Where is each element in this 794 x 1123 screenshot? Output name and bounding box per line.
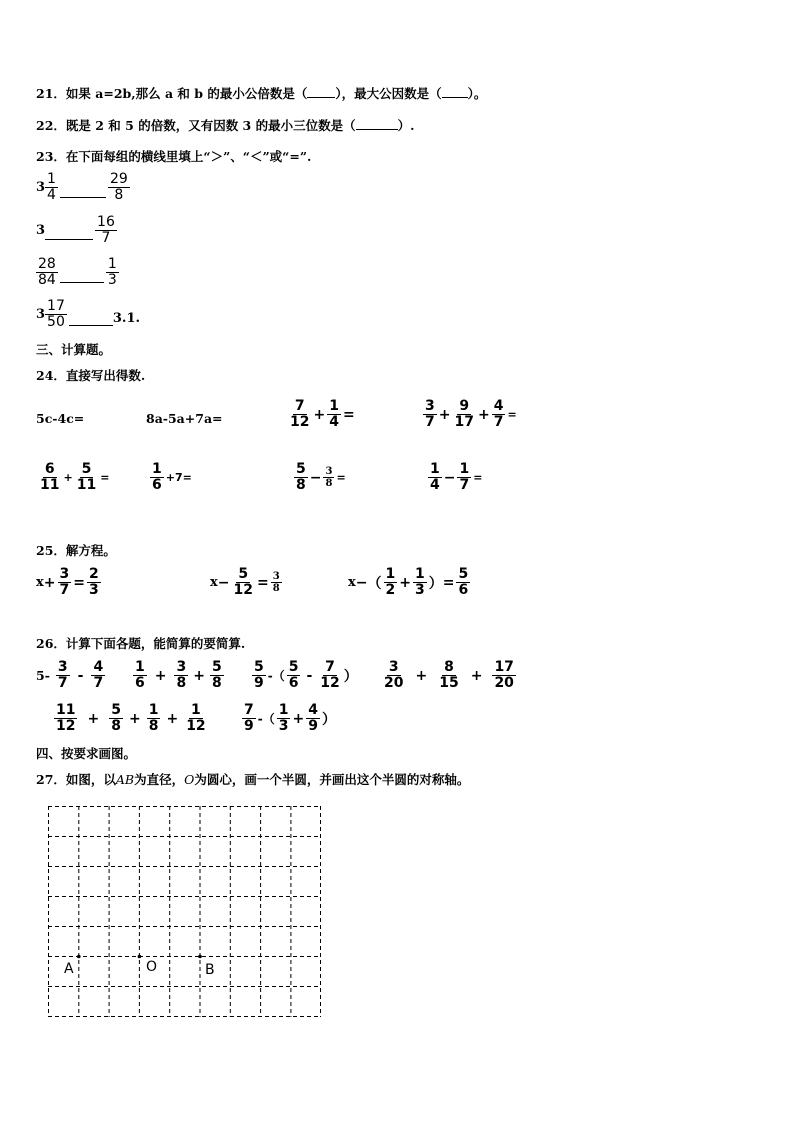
- q23-r4-right: 3.1.: [112, 311, 141, 326]
- q23-prompt: 23．在下面每组的横线里填上“＞”、“＜”或“=”.: [36, 149, 312, 164]
- q24-e1: 5c-4c=: [36, 411, 85, 426]
- q24-e7: $\frac{5}{8}$ − $\frac{3}{8}$ =: [296, 461, 346, 493]
- q26-e2: $\frac{1}{6}$ + $\frac{3}{8}$ + $\frac{5}{8}$: [135, 659, 222, 691]
- q23-r1-left-frac: $\frac{1}{4}$: [47, 171, 56, 203]
- point-b: [198, 955, 202, 959]
- q21-blank-lcm[interactable]: [307, 86, 335, 98]
- q23-r4-left-frac: $\frac{17}{50}$: [47, 298, 65, 330]
- grid-svg: [48, 806, 321, 1017]
- q25-prompt: 25．解方程。: [36, 543, 116, 558]
- label-a: A: [64, 961, 74, 977]
- q26-e4: $\frac{3}{20}$ + $\frac{8}{15}$ + $\frac{17}{20}$: [384, 659, 514, 691]
- q24-e4: $\frac{3}{7}$ + $\frac{9}{17}$ + $\frac{4}{7}$ =: [425, 398, 517, 430]
- q24-e6: $\frac{1}{6}$ +7=: [152, 461, 192, 493]
- q26-e5: $\frac{11}{12}$ + $\frac{5}{8}$ + $\frac{1}{8}$ + $\frac{1}{12}$: [56, 702, 206, 734]
- q23-r2-right-frac: $\frac{16}{7}$: [97, 214, 115, 246]
- point-o: [138, 955, 142, 959]
- q23-r1-int: 3: [36, 180, 46, 195]
- drawing-grid[interactable]: [48, 806, 321, 1017]
- q21-blank-gcd[interactable]: [442, 86, 468, 98]
- q25-eq2: x − $\frac{5}{12}$ = $\frac{3}{8}$: [210, 566, 280, 598]
- q23-r4-int: 3: [36, 307, 46, 322]
- q24-prompt: 24．直接写出得数.: [36, 368, 146, 383]
- section-4-heading: 四、按要求画图。: [36, 746, 137, 761]
- q21-text-b: ），最大公因数是（: [335, 86, 442, 101]
- label-o: O: [146, 959, 158, 975]
- q24-e3: $\frac{7}{12}$ + $\frac{1}{4}$ =: [290, 398, 355, 430]
- q24-e8: $\frac{1}{4}$ − $\frac{1}{7}$ =: [430, 461, 483, 493]
- q23-r1-right-frac: $\frac{29}{8}$: [109, 171, 128, 203]
- q23-row-2: [36, 215, 119, 246]
- q26-e1: 5- $\frac{3}{7}$ - $\frac{4}{7}$: [36, 659, 104, 691]
- section-3-heading: 三、计算题。: [36, 342, 112, 357]
- q23-r1-blank[interactable]: [60, 197, 106, 198]
- q22-line: [36, 116, 414, 134]
- q21-text-c: ）。: [467, 86, 487, 101]
- q23-r3-left-frac: $\frac{28}{84}$: [38, 256, 56, 288]
- q27-prompt: 27．如图，以AB为直径，O为圆心，画一个半圆，并画出这个半圆的对称轴。: [36, 772, 470, 787]
- q25-eq3: x − （ $\frac{1}{2}$ + $\frac{1}{3}$ ） = $\frac{5}{6}$: [348, 566, 469, 598]
- q23-row-4: [36, 299, 140, 330]
- q21-line: [36, 84, 486, 102]
- q25-eq1: x + $\frac{3}{7}$ = $\frac{2}{3}$: [36, 566, 99, 598]
- q22-text-b: ）.: [397, 118, 415, 133]
- q23-row-3: [36, 257, 121, 288]
- point-a: [77, 955, 81, 959]
- q26-e3: $\frac{5}{9}$ -（ $\frac{5}{6}$ - $\frac{7}{12}$ ）: [254, 659, 358, 691]
- q26-prompt: 26．计算下面各题，能简算的要简算.: [36, 636, 246, 651]
- q26-e6: $\frac{7}{9}$ -（ $\frac{1}{3}$ + $\frac{4}{9}$ ）: [244, 702, 336, 734]
- q23-r3-right-frac: $\frac{1}{3}$: [107, 256, 117, 288]
- q23-r2-blank[interactable]: [45, 239, 93, 240]
- label-b: B: [205, 962, 215, 978]
- q22-text-a: 22．既是 2 和 5 的倍数，又有因数 3 的最小三位数是（: [36, 118, 356, 133]
- q24-e5: $\frac{6}{11}$ + $\frac{5}{11}$ =: [40, 461, 110, 493]
- q23-r3-blank[interactable]: [60, 282, 104, 283]
- q23-r4-blank[interactable]: [69, 325, 113, 326]
- q24-e2: 8a-5a+7a=: [146, 411, 223, 426]
- q23-r2-int: 3: [36, 223, 46, 238]
- q23-row-1: [36, 172, 132, 203]
- q21-text-a: 21．如果 a=2b,那么 a 和 b 的最小公倍数是（: [36, 86, 308, 101]
- q22-blank[interactable]: [356, 118, 398, 130]
